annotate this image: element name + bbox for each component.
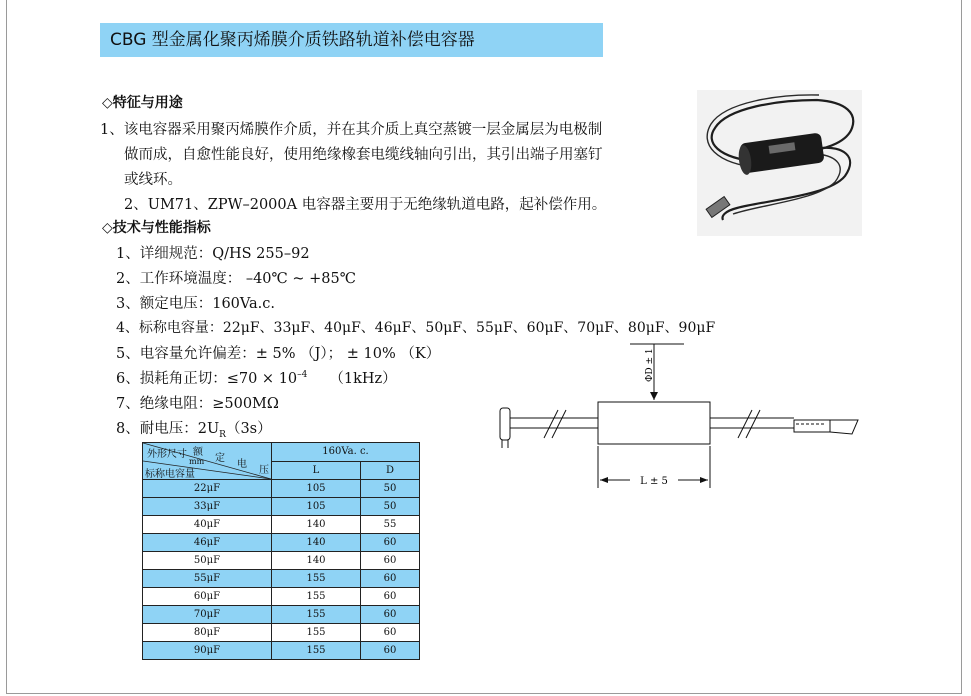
- feature-item-1-line-2: 做而成，自愈性能良好，使用绝缘橡套电缆线轴向引出，其引出端子用塞钉: [124, 147, 603, 163]
- table-row: [143, 606, 420, 624]
- spec-item-2: 2、工作环境温度： –40℃ ~ +85℃: [116, 271, 356, 287]
- table-cell-capacitance: 60μF: [143, 588, 272, 606]
- table-cell-d: 50: [361, 498, 420, 516]
- spec-item-3: 3、额定电压：160Va.c.: [116, 296, 276, 312]
- table-row: [143, 480, 420, 498]
- table-cell-capacitance: 55μF: [143, 570, 272, 588]
- spec-item-6-exponent: –4: [297, 370, 308, 381]
- spec-item-6: [116, 367, 397, 388]
- table-cell-l: 155: [272, 606, 361, 624]
- table-cell-d: 60: [361, 642, 420, 660]
- table-header-rated-3: 电: [237, 459, 247, 470]
- capacitor-body-shape: [598, 402, 710, 444]
- table-cell-l: 105: [272, 498, 361, 516]
- spec-item-1: 1、详细规范：Q/HS 255–92: [116, 246, 310, 262]
- table-cell-l: 140: [272, 534, 361, 552]
- spec-item-8-duration: （3s）: [225, 421, 272, 437]
- table-cell-l: 155: [272, 624, 361, 642]
- table-header-capacitance-label: 标称电容量: [145, 469, 195, 480]
- spec-item-8-text: 8、耐电压：2U: [116, 421, 220, 437]
- table-cell-l: 140: [272, 516, 361, 534]
- table-row: [143, 570, 420, 588]
- table-header-voltage: 160Va. c.: [272, 443, 420, 462]
- table-cell-l: 155: [272, 642, 361, 660]
- spec-item-8-subscript: R: [219, 429, 226, 440]
- table-cell-l: 140: [272, 552, 361, 570]
- table-cell-d: 50: [361, 480, 420, 498]
- capacitor-photo-image: [697, 90, 862, 236]
- table-cell-capacitance: 80μF: [143, 624, 272, 642]
- spec-item-5: 5、电容量允许偏差：± 5% （J）； ± 10% （K）: [116, 346, 441, 362]
- feature-item-1-line-3: 或线环。: [124, 172, 182, 188]
- spec-item-6-text: 6、损耗角正切：≤70 × 10: [116, 371, 298, 387]
- specs-heading: ◇技术与性能指标: [102, 220, 211, 236]
- table-header-rated-1: 额: [193, 447, 203, 458]
- feature-item-2: 2、UM71、ZPW–2000A 电容器主要用于无绝缘轨道电路，起补偿作用。: [124, 197, 607, 213]
- table-cell-d: 60: [361, 606, 420, 624]
- table-header-l: L: [272, 461, 361, 480]
- table-cell-capacitance: 40μF: [143, 516, 272, 534]
- table-cell-d: 60: [361, 534, 420, 552]
- table-header-rated-4: 压: [259, 465, 269, 476]
- product-photo: [697, 90, 862, 236]
- feature-item-1-line-1: 1、该电容器采用聚丙烯膜作介质，并在其介质上真空蒸镀一层金属层为电极制: [100, 122, 603, 138]
- table-cell-d: 55: [361, 516, 420, 534]
- table-header-dim-label: 外形尺寸: [147, 449, 187, 460]
- table-cell-l: 105: [272, 480, 361, 498]
- table-cell-d: 60: [361, 570, 420, 588]
- spec-table: [142, 442, 420, 660]
- table-row: [143, 642, 420, 660]
- table-row: [143, 552, 420, 570]
- dimension-l-label: L ± 5: [640, 476, 668, 487]
- spec-item-7: 7、绝缘电阻：≥500MΩ: [116, 396, 279, 412]
- spec-item-4: 4、标称电容量：22μF、33μF、40μF、46μF、50μF、55μF、60μF、70μF、80μF、90μF: [116, 320, 716, 336]
- dimension-l-arrow-left: [600, 477, 608, 483]
- table-cell-capacitance: 22μF: [143, 480, 272, 498]
- features-heading: ◇特征与用途: [102, 95, 183, 111]
- dimension-drawing: [490, 338, 865, 498]
- table-row: [143, 534, 420, 552]
- left-connector-shape: [500, 408, 510, 440]
- table-row: [143, 588, 420, 606]
- table-header-rated-2: 定: [215, 453, 225, 464]
- table-cell-l: 155: [272, 570, 361, 588]
- table-cell-l: 155: [272, 588, 361, 606]
- spec-item-6-frequency: （1kHz）: [329, 371, 397, 387]
- table-cell-capacitance: 33μF: [143, 498, 272, 516]
- table-header-diagonal: [143, 443, 272, 480]
- table-cell-d: 60: [361, 552, 420, 570]
- dimension-d-arrow: [650, 392, 658, 400]
- table-row: [143, 624, 420, 642]
- table-header-dim-unit: mm: [189, 457, 205, 466]
- table-cell-d: 60: [361, 588, 420, 606]
- table-header-d: D: [361, 461, 420, 480]
- table-row: [143, 498, 420, 516]
- table-row: [143, 516, 420, 534]
- product-title: CBG 型金属化聚丙烯膜介质铁路轨道补偿电容器: [100, 23, 603, 57]
- table-cell-capacitance: 70μF: [143, 606, 272, 624]
- table-cell-capacitance: 90μF: [143, 642, 272, 660]
- dimension-l-arrow-right: [700, 477, 708, 483]
- spec-item-8: [116, 417, 272, 440]
- dimension-d-label: ΦD ± 1: [645, 348, 655, 382]
- table-cell-capacitance: 46μF: [143, 534, 272, 552]
- table-cell-d: 60: [361, 624, 420, 642]
- table-cell-capacitance: 50μF: [143, 552, 272, 570]
